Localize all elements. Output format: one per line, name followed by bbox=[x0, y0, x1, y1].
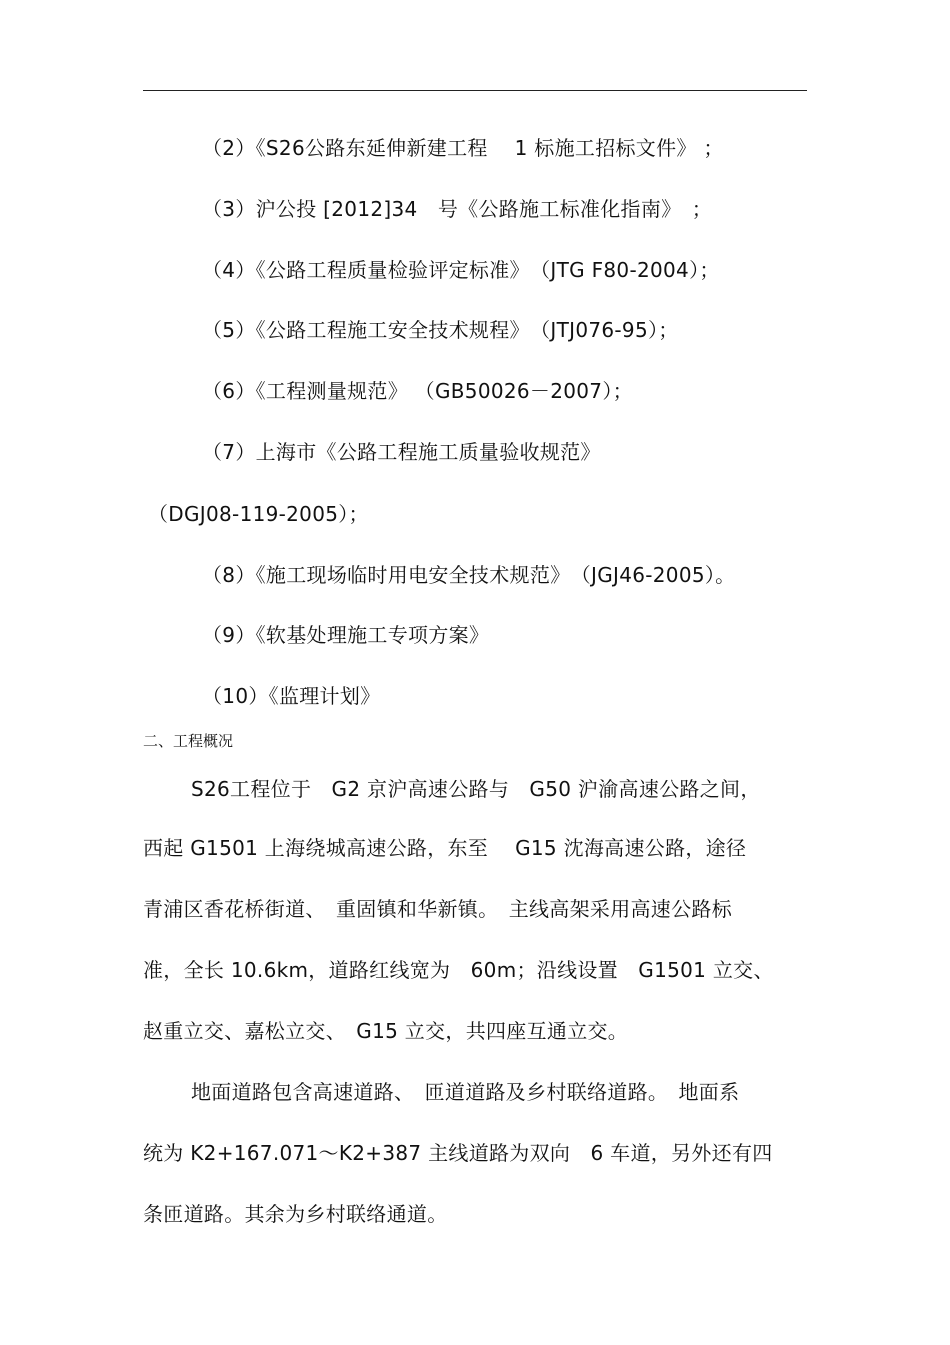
reference-item-9: （9）《软基处理施工专项方案》 bbox=[202, 623, 490, 647]
paragraph-1-line-2: 西起 G1501 上海绕城高速公路，东至 G15 沈海高速公路，途径 bbox=[143, 836, 747, 860]
reference-item-5: （5）《公路工程施工安全技术规程》 （JTJ076-95）； bbox=[202, 318, 679, 342]
paragraph-2-line-1: 地面道路包含高速道路、 匝道道路及乡村联络道路。 地面系 bbox=[191, 1080, 740, 1104]
reference-item-3: （3）沪公投 [2012]34 号《公路施工标准化指南》 ； bbox=[202, 197, 713, 221]
reference-item-6: （6）《工程测量规范》 （GB50026－2007）； bbox=[202, 379, 633, 403]
section-heading: 二、工程概况 bbox=[143, 732, 234, 750]
reference-item-7-continued: （DGJ08-119-2005）； bbox=[148, 502, 369, 526]
reference-item-8: （8）《施工现场临时用电安全技术规范》 （JGJ46-2005）。 bbox=[202, 563, 736, 587]
reference-item-4: （4）《公路工程质量检验评定标准》 （JTG F80-2004）； bbox=[202, 258, 720, 282]
reference-item-2: （2）《S26公路东延伸新建工程 1 标施工招标文件》 ； bbox=[202, 136, 724, 160]
paragraph-1-line-3: 青浦区香花桥街道、 重固镇和华新镇。 主线高架采用高速公路标 bbox=[143, 897, 732, 921]
paragraph-2-line-3: 条匝道路。其余为乡村联络通道。 bbox=[143, 1202, 448, 1226]
header-rule bbox=[143, 90, 807, 91]
reference-item-10: （10）《监理计划》 bbox=[202, 684, 381, 708]
paragraph-2-line-2: 统为 K2+167.071～K2+387 主线道路为双向 6 车道，另外还有四 bbox=[143, 1141, 773, 1165]
paragraph-1-line-1: S26工程位于 G2 京沪高速公路与 G50 沪渝高速公路之间， bbox=[191, 777, 761, 801]
paragraph-1-line-5: 赵重立交、嘉松立交、 G15 立交，共四座互通立交。 bbox=[143, 1019, 629, 1043]
paragraph-1-line-4: 准，全长 10.6km，道路红线宽为 60m；沿线设置 G1501 立交、 bbox=[143, 958, 774, 982]
reference-item-7: （7）上海市《公路工程施工质量验收规范》 bbox=[202, 440, 601, 464]
